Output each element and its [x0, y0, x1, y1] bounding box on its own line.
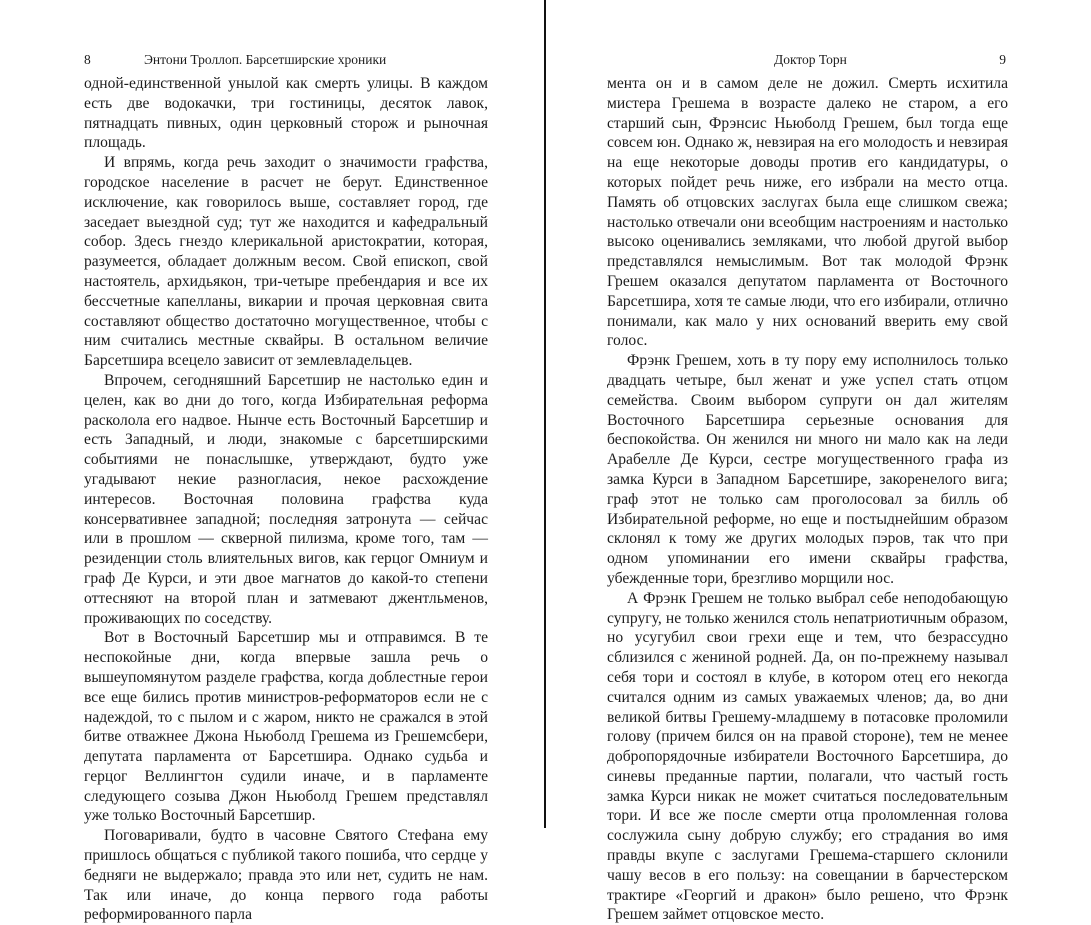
paragraph: Поговаривали, будто в часовне Святого Стефана ему пришлось общаться с публикой такого пошиба, что сердце у бедняги не выдержало; правда это или нет, судить не нам. Так или иначе, до конца первого года работы реформированного парла: [84, 827, 488, 924]
left-page-body: [84, 74, 488, 925]
right-page-body: [607, 74, 1008, 925]
paragraph: А Фрэнк Грешем не только выбрал себе неподобающую супругу, не только женился столь непатриотичным образом, но усугубил свои грехи еще и тем, что безрассудно сблизился с жениной родней. Да, он по-прежнему называл себя тори и состоял в клубе, в котором отец его некогда считался одним из самых уважаемых членов; да, во дни великой битвы Грешему-младшему в потасовке проломили голову (причем бился он на правой стороне), тем не менее добропорядочные избиратели Восточного Барсетшира, до синевы преданные партии, полагали, что частый гость замка Курси никак не может считаться последовательным тори. И все же после смерти отца проломленная голова сослужила сыну добрую службу; его страдания во имя правды вкупе с заслугами Грешема-старшего склонили чашу весов в его пользу: на совещании в барчестерском трактире «Георгий и дракон» было решено, что Фрэнк Грешем займет отцовское место.: [607, 589, 1008, 924]
running-head: Доктор Торн: [774, 52, 847, 67]
paragraph: И впрямь, когда речь заходит о значимости графства, городское население в расчет не берут. Единственное исключение, как говорилось выше, составляет город, где заседает выездной суд; тут же находится и кафедральный собор. Здесь гнездо клерикальной аристократии, которая, разумеется, обладает должным весом. Свой епископ, свой настоятель, архидьякон, три-четыре пребендария и все их бессчетные капелланы, викарии и прочая церковная свита составляют общество достаточно могущественное, чтобы с ним считались местные сквайры. В остальном величие Барсетшира всецело зависит от землевладельцев.: [84, 154, 488, 370]
running-head: Энтони Троллоп. Барсетширские хроники: [144, 52, 387, 67]
paragraph: Вот в Восточный Барсетшир мы и отправимся. В те неспокойные дни, когда впервые зашла речь о вышеупомянутом разделе графства, когда доблестные герои все еще бились против министров-реформаторов если не с надеждой, то с пылом и с жаром, никто не сражался в этой битве отважнее Джона Ньюболд Грешема из Грешемсбери, депутата парламента от Барсетшира. Однако судьба и герцог Веллингтон судили иначе, и в парламенте следующего созыва Джон Ньюболд Грешем представлял уже только Восточный Барсетшир.: [84, 629, 488, 825]
paragraph: мента он и в самом деле не дожил. Смерть исхитила мистера Грешема в возрасте далеко не старом, а его старший сын, Фрэнсис Ньюболд Грешем, был тогда еще совсем юн. Однако ж, невзирая на его молодость и невзирая на еще некоторые доводы против его кандидатуры, о которых пойдет речь ниже, его избрали на место отца. Память об отцовских заслугах была еще слишком свежа; настолько отвечали они всеобщим настроениям и настолько высоко оценивались земляками, что любой другой выбор представлялся немыслимым. Вот так молодой Фрэнк Грешем оказался депутатом парламента от Восточного Барсетшира, хотя те самые люди, что его избирали, отлично понимали, как мало у них оснований вверить ему свой голос.: [607, 75, 1008, 350]
paragraph: одной-единственной унылой как смерть улицы. В каждом есть две водокачки, три гостиницы, десяток лавок, пятнадцать пивных, один церковный сторож и рыночная площадь.: [84, 75, 488, 152]
left-page: [0, 0, 544, 924]
right-page: [546, 0, 1091, 924]
paragraph: Впрочем, сегодняшний Барсетшир не настолько един и целен, как во дни до того, когда Избирательная реформа расколола его надвое. Нынче есть Восточный Барсетшир и есть Западный, и люди, знакомые с барсетширскими событиями не понаслышке, утверждают, будто уже угадывают некие разногласия, некое расхождение интересов. Восточная половина графства куда консервативнее западной; последняя затронута — сейчас или в прошлом — скверной пилизма, кроме того, там — резиденции столь влиятельных вигов, как герцог Омниум и граф Де Курси, и эти двое магнатов до какой-то степени оттесняют на второй план и затмевают джентльменов, проживающих по соседству.: [84, 371, 488, 627]
page-number: 9: [999, 52, 1006, 67]
right-page-header: [606, 50, 1006, 70]
left-page-header: [84, 50, 488, 70]
page-number: 8: [84, 52, 91, 67]
paragraph: Фрэнк Грешем, хоть в ту пору ему исполнилось только двадцать четыре, был женат и уже успел стать отцом семейства. Своим выбором супруги он дал жителям Восточного Барсетшира серьезные основания для беспокойства. Он женился ни много ни мало как на леди Арабелле Де Курси, сестре могущественного графа из замка Курси в Западном Барсетшире, закоренелого вига; граф этот не только сам проголосовал за билль об Избирательной реформе, но еще и постыднейшим образом склонял к тому же других молодых пэров, так что при одном упоминании его имени сквайры графства, убежденные тори, брезгливо морщили нос.: [607, 352, 1008, 587]
